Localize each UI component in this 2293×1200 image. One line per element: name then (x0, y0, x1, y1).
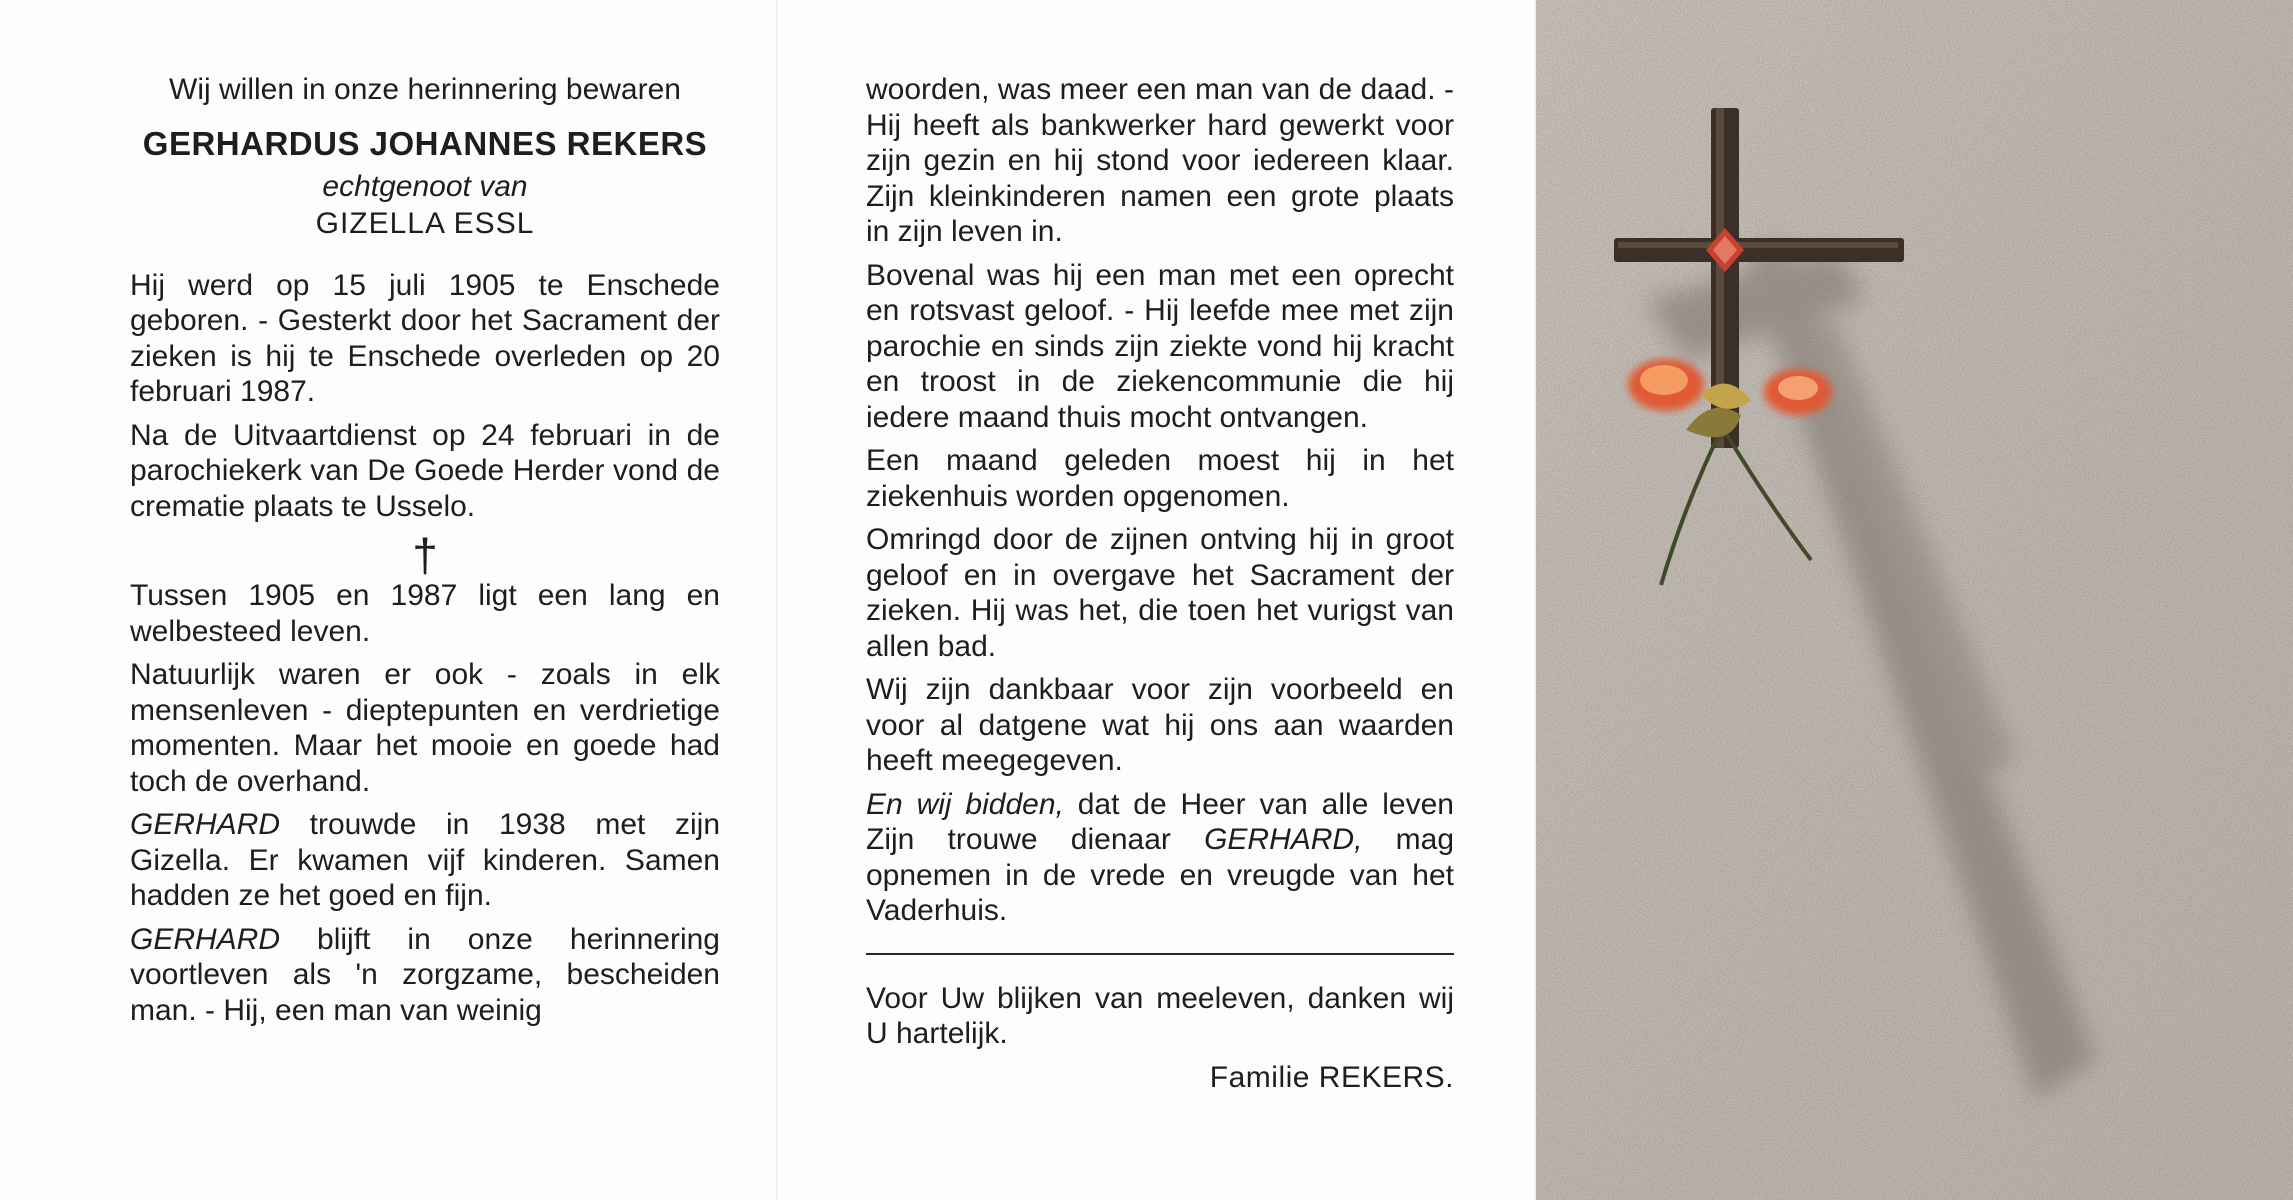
first-name: GERHARD, (1204, 823, 1363, 856)
relation-label: echtgenoot van (322, 169, 528, 203)
faith-paragraph: Bovenal was hij een man met een oprecht en rotsvast geloof. - Hij leefde mee met zijn parochie en sinds zijn ziekte vond hij kracht en troost in de ziekencommunie die hij iedere maand thuis mocht ontvangen. (866, 258, 1454, 434)
first-name: GERHARD (130, 808, 281, 841)
divider (866, 953, 1454, 955)
cross-with-flowers-icon (1536, 0, 2293, 1200)
fold-line (776, 0, 778, 1200)
life-paragraph: Tussen 1905 en 1987 ligt een lang en welbesteed leven. (130, 579, 720, 648)
first-name: GERHARD (130, 922, 281, 956)
gratitude-paragraph: Wij zijn dankbaar voor zijn voorbeeld en voor al datgene wat hij ons aan waarden heeft meegegeven. (866, 673, 1454, 777)
life-paragraph: Natuurlijk waren er ook - zoals in elk mensenleven - dieptepunten en verdrietige momenten. Maar het mooie en goede had toch de overhand. (130, 658, 720, 798)
cross-symbol: † (412, 529, 438, 581)
hospital-paragraph: Een maand geleden moest hij in het ziekenhuis worden opgenomen. (866, 444, 1454, 513)
intro-text: Wij willen in onze herinnering bewaren (169, 73, 681, 106)
sacrament-paragraph: Omringd door de zijnen ontving hij in groot geloof en in overgave het Sacrament der zieken. Hij was het, die toen het vurigst van allen bad. (866, 523, 1454, 663)
memory-paragraph: GERHARD blijft in onze herinnering voortleven als 'n zorgzame, bescheiden man. - Hij, een man van weinig (130, 922, 720, 1027)
left-column (130, 72, 720, 1036)
character-paragraph: woorden, was meer een man van de daad. - Hij heeft als bankwerker hard gewerkt voor zijn gezin en hij stond voor iedereen klaar. Zijn kleinkinderen namen een grote plaats in zijn leven in. (866, 73, 1454, 248)
marriage-paragraph: GERHARD trouwde in 1938 met zijn Gizella. Er kwamen vijf kinderen. Samen hadden ze het goed en fijn. (130, 808, 720, 912)
prayer-paragraph: En wij bidden, dat de Heer van alle leven Zijn trouwe dienaar GERHARD, mag opnemen in de vrede en vreugde van het Vaderhuis. (866, 787, 1454, 927)
spouse-name: GIZELLA ESSL (315, 207, 535, 240)
middle-column (866, 72, 1454, 1125)
funeral-paragraph: Na de Uitvaartdienst op 24 februari in de parochiekerk van De Goede Herder vond de crematie plaats te Usselo. (130, 418, 720, 523)
birth-death-paragraph: Hij werd op 15 juli 1905 te Enschede geboren. - Gesterkt door het Sacrament der zieken is hij te Enschede overleden op 20 februari 1987. (130, 268, 720, 408)
photo-panel (1536, 0, 2293, 1200)
deceased-name: GERHARDUS JOHANNES REKERS (142, 124, 708, 162)
thanks-text: Voor Uw blijken van meeleven, danken wij U hartelijk. (866, 981, 1454, 1050)
family-signature: Familie REKERS. (1209, 1060, 1454, 1094)
